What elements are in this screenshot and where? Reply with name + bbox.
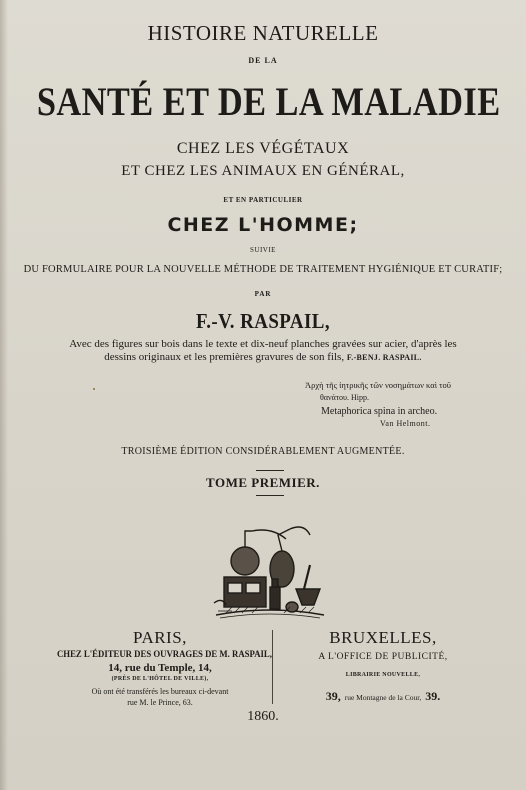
column-divider (272, 630, 273, 704)
subtitle-vegetaux: CHEZ LES VÉGÉTAUX (176, 140, 350, 157)
description-line-2 (0, 351, 526, 363)
paris-publisher: CHEZ L'ÉDITEUR DES OUVRAGES DE M. RASPAIL, (56, 650, 272, 660)
author-name: F.-V. RASPAIL, (195, 309, 331, 333)
subtitle-suivie: SUIVIE (250, 246, 276, 254)
description-text: dessins originaux et les premières gravures de son fils, (104, 351, 345, 363)
paper-spot (93, 388, 95, 390)
by-label: PAR (254, 290, 272, 298)
bruxelles-number-1: 39, (325, 689, 341, 703)
alchemy-vessels-icon (212, 517, 328, 621)
epigraph-greek-2: θανάτου. Hipp. (320, 393, 370, 402)
illustrator-name: F.-BENJ. RASPAIL. (346, 353, 422, 362)
epigraph-greek: Ἀρχὴ τῆς ἰητρικῆς τῶν νοσημάτων καὶ τοῦ (305, 380, 452, 390)
bruxelles-office: A L'OFFICE DE PUBLICITÉ, (318, 652, 448, 662)
publication-year: 1860. (247, 709, 279, 724)
paris-address: 14, rue du Temple, 14, (108, 662, 212, 674)
description-line-1: Avec des figures sur bois dans le texte et dix-neuf planches gravées sur acier, d'après les (69, 338, 457, 350)
main-title: SANTÉ ET DE LA MALADIE (36, 79, 501, 124)
title-line-2: DE LA (248, 56, 278, 65)
paris-note-1: Où ont été transférés les bureaux ci-devant (91, 687, 229, 696)
subtitle-animaux: ET CHEZ LES ANIMAUX EN GÉNÉRAL, (121, 163, 405, 179)
bruxelles-street: rue Montagne de la Cour, (344, 693, 422, 702)
epigraph-latin: Metaphorica spina in archeo. (321, 406, 438, 417)
volume-label: TOME PREMIER. (206, 475, 320, 490)
rule-top (256, 470, 284, 471)
bruxelles-address (278, 687, 488, 705)
bruxelles-heading: BRUXELLES, (329, 628, 437, 647)
paris-landmark: (PRÈS DE L'HÔTEL DE VILLE), (111, 676, 209, 682)
edition-note: TROISIÈME ÉDITION CONSIDÉRABLEMENT AUGMENTÉE. (121, 446, 405, 457)
title-line-1: HISTOIRE NATURELLE (147, 21, 379, 45)
bruxelles-number-2: 39. (425, 689, 441, 703)
epigraph-attribution: Van Helmont. (380, 419, 431, 428)
subtitle-particulier: ET EN PARTICULIER (223, 196, 303, 204)
bruxelles-bookshop: LIBRAIRIE NOUVELLE, (345, 672, 421, 678)
subtitle-homme: CHEZ L'HOMME; (167, 214, 359, 236)
paris-note-2: rue M. le Prince, 63. (127, 698, 193, 707)
subtitle-formulaire: DU FORMULAIRE POUR LA NOUVELLE MÉTHODE DE TRAITEMENT HYGIÉNIQUE ET CURATIF; (23, 264, 503, 275)
paris-heading: PARIS, (133, 628, 187, 647)
rule-bottom (256, 495, 284, 496)
